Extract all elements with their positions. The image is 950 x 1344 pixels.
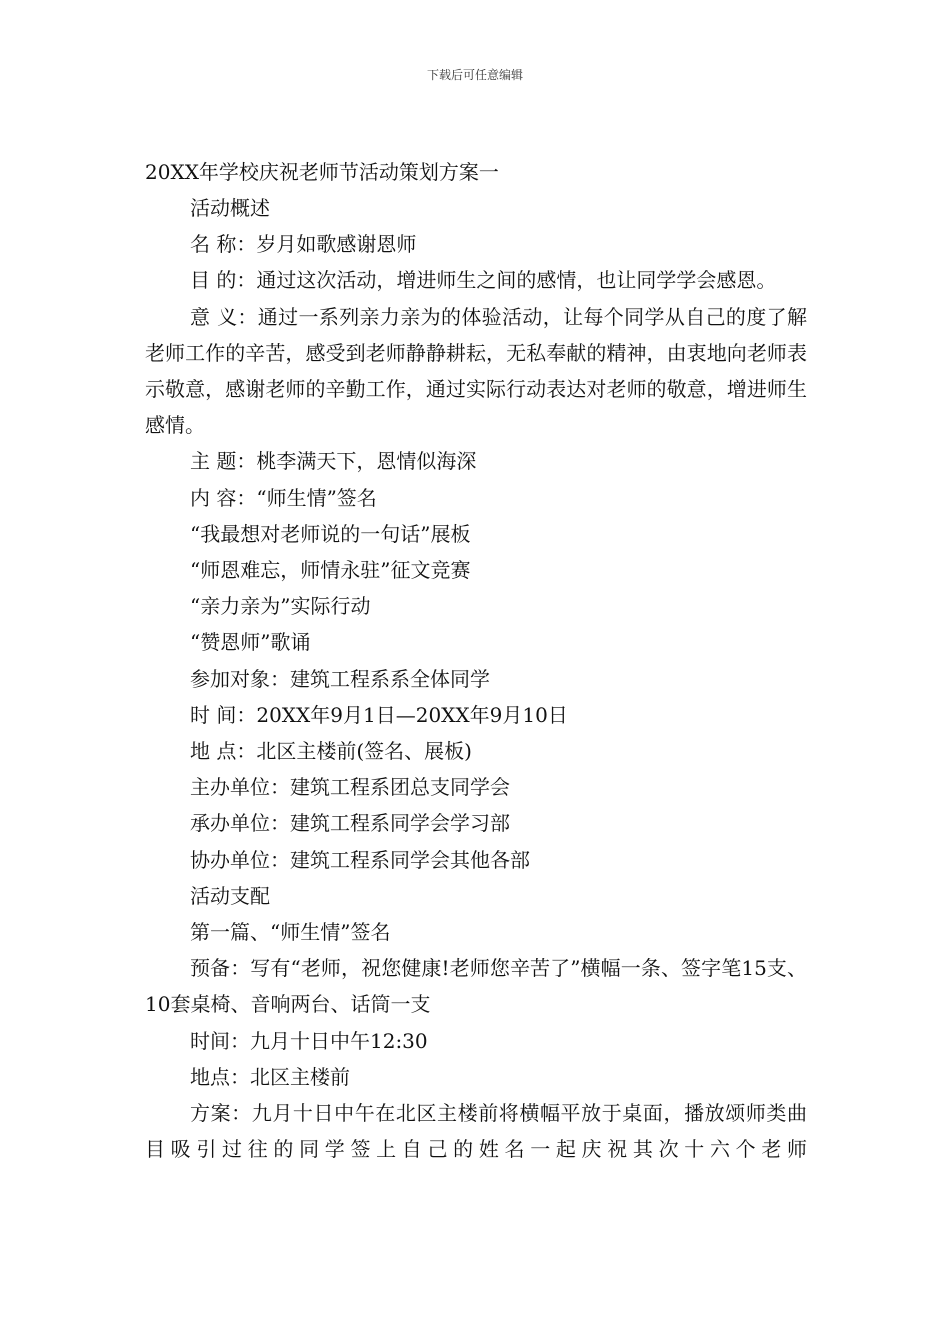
paragraph-organizer: 主办单位：建筑工程系团总支同学会 <box>190 775 510 800</box>
paragraph-host: 承办单位：建筑工程系同学会学习部 <box>190 811 510 836</box>
list-item: “赞恩师”歌诵 <box>190 630 311 655</box>
paragraph-content: 内 容：“师生情”签名 <box>190 485 377 510</box>
list-item: “我最想对老师说的一句话”展板 <box>190 521 471 546</box>
section-heading-overview: 活动概述 <box>190 196 270 220</box>
paragraph-significance: 意 义：通过一系列亲力亲为的体验活动，让每个同学从自己的度了解老师工作的辛苦，感受到老师静静耕耘，无私奉献的精神，由衷地向老师表示敬意，感谢老师的辛勤工作，通过实际行动表达对老师的敬意，增进师生感情。 <box>145 304 807 438</box>
paragraph-co-organizer: 协办单位：建筑工程系同学会其他各部 <box>190 847 530 872</box>
section-heading-arrangement: 活动支配 <box>190 883 270 908</box>
document-body <box>145 154 807 1167</box>
paragraph-plan: 方案：九月十日中午在北区主楼前将横幅平放于桌面，播放颂师类曲目吸引过往的同学签上自己的姓名一起庆祝其次十六个老师 <box>145 1101 807 1162</box>
paragraph-theme: 主 题：桃李满天下，恩情似海深 <box>190 449 477 474</box>
paragraph-participants: 参加对象：建筑工程系系全体同学 <box>190 666 490 691</box>
paragraph-event-location: 地点：北区主楼前 <box>190 1064 350 1089</box>
document-title: 20XX年学校庆祝老师节活动策划方案一 <box>145 160 499 184</box>
paragraph-purpose: 目 的：通过这次活动，增进师生之间的感情，也让同学学会感恩。 <box>190 268 777 293</box>
paragraph-time: 时 间：20XX年9月1日—20XX年9月10日 <box>190 702 568 727</box>
list-item: “亲力亲为”实际行动 <box>190 594 371 619</box>
page-header: 下载后可任意编辑 <box>426 68 523 82</box>
paragraph-event-time: 时间：九月十日中午12:30 <box>190 1028 428 1053</box>
paragraph-preparation: 预备：写有“老师，祝您健康!老师您辛苦了”横幅一条、签字笔15支、10套桌椅、音响两台、话筒一支 <box>145 956 807 1017</box>
paragraph-name: 名 称：岁月如歌感谢恩师 <box>190 232 417 257</box>
paragraph-location: 地 点：北区主楼前(签名、展板) <box>190 739 472 764</box>
section-heading-part-one: 第一篇、“师生情”签名 <box>190 920 391 945</box>
list-item: “师恩难忘，师情永驻”征文竞赛 <box>190 558 471 583</box>
